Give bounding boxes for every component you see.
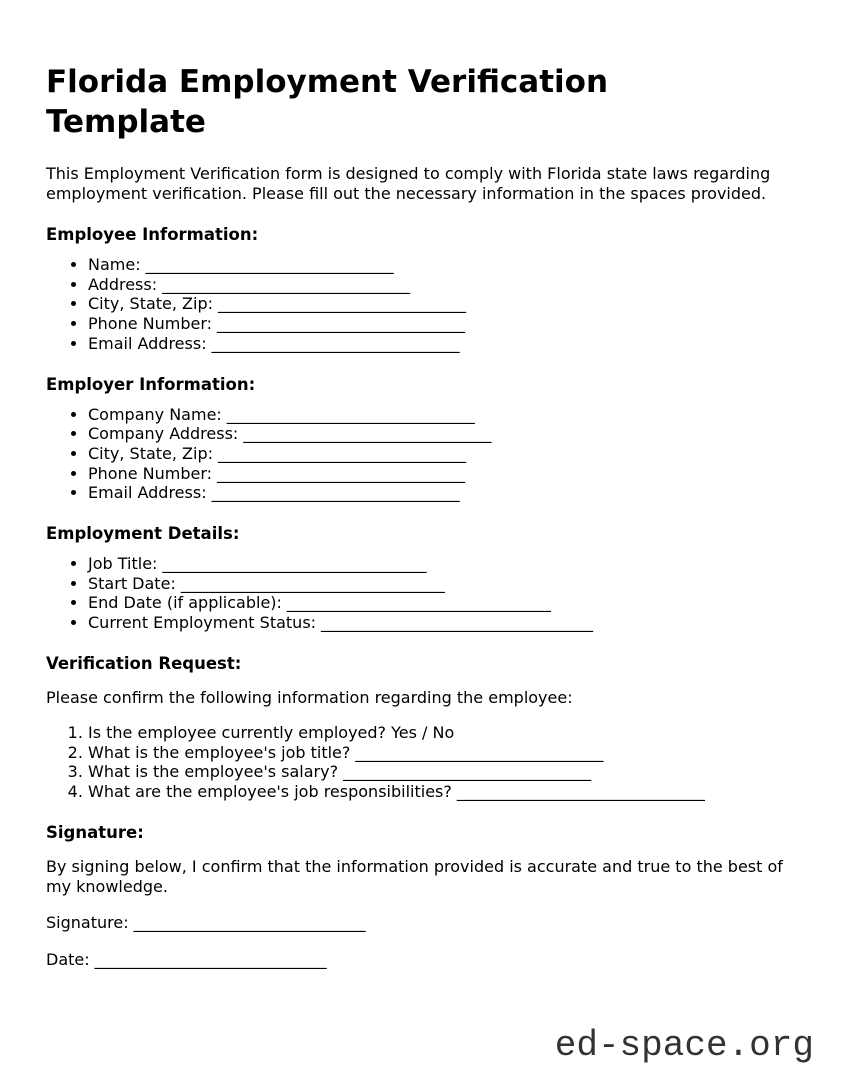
blank-line: _______________________________ xyxy=(456,781,705,801)
blank-line: _______________________________ xyxy=(211,483,460,503)
blank-line: _______________________________ xyxy=(145,255,394,274)
field-label: City, State, Zip: xyxy=(88,294,214,314)
field-label: Email Address: xyxy=(88,333,207,353)
section-heading-employment-details: Employment Details: xyxy=(46,524,240,544)
question-currently-employed xyxy=(88,723,798,743)
field-company-name xyxy=(88,405,798,425)
blank-line: _________________________________ xyxy=(162,554,427,574)
field-label: Phone Number: xyxy=(88,314,213,334)
blank-line: _______________________________ xyxy=(218,443,467,463)
watermark-ed-space-org: ed-space.org xyxy=(554,1025,814,1066)
field-label: Job Title: xyxy=(88,554,158,574)
field-label: Current Employment Status: xyxy=(88,613,317,633)
blank-line: _________________________________ xyxy=(180,573,445,593)
signature-line-row xyxy=(46,913,798,933)
field-start-date xyxy=(88,574,798,594)
question-label: Is the employee currently employed? Yes / No xyxy=(88,722,455,742)
section-heading-signature: Signature: xyxy=(46,822,144,842)
employment-details-list xyxy=(46,554,798,633)
field-job-title xyxy=(88,554,798,574)
field-label: Phone Number: xyxy=(88,463,213,483)
document-title: Florida Employment Verification Template xyxy=(46,64,609,140)
employer-information-list xyxy=(46,405,798,504)
field-employee-address xyxy=(88,275,798,295)
verification-questions-list xyxy=(46,723,798,802)
field-label: End Date (if applicable): xyxy=(88,593,282,613)
employee-information-list xyxy=(46,255,798,354)
field-end-date xyxy=(88,593,798,613)
signature-statement: By signing below, I confirm that the information provided is accurate and true to the best of my knowledge. xyxy=(46,856,783,896)
date-blank-line: _____________________________ xyxy=(94,949,327,969)
date-label: Date: xyxy=(46,949,90,969)
field-employer-phone-number xyxy=(88,464,798,484)
section-heading-employer-information: Employer Information: xyxy=(46,374,256,394)
field-label: Company Name: xyxy=(88,404,222,424)
section-heading-verification-request: Verification Request: xyxy=(46,653,242,673)
field-label: Name: xyxy=(88,255,141,274)
field-employer-city-state-zip xyxy=(88,444,798,464)
blank-line: _______________________________ xyxy=(217,463,466,483)
field-label: Address: xyxy=(88,274,158,294)
question-job-responsibilities xyxy=(88,782,798,802)
intro-paragraph: This Employment Verification form is designed to comply with Florida state laws regarding employment verification. Please fill out the necessary information in the spaces provided. xyxy=(46,164,771,203)
question-label: What is the employee's job title? xyxy=(88,742,351,762)
blank-line: _______________________________ xyxy=(211,333,460,353)
signature-blank-line: _____________________________ xyxy=(133,912,366,932)
blank-line: __________________________________ xyxy=(321,613,594,633)
question-salary xyxy=(88,762,798,782)
section-heading-employee-information: Employee Information: xyxy=(46,225,259,244)
blank-line: _______________________________ xyxy=(355,742,604,762)
field-employee-name xyxy=(88,255,798,275)
field-employee-city-state-zip xyxy=(88,294,798,314)
field-employee-phone-number xyxy=(88,314,798,334)
field-label: Email Address: xyxy=(88,483,207,503)
blank-line: _______________________________ xyxy=(217,314,466,334)
signature-label: Signature: xyxy=(46,912,129,932)
question-job-title xyxy=(88,743,798,763)
blank-line: _______________________________ xyxy=(218,294,467,314)
verification-instruction: Please confirm the following information regarding the employee: xyxy=(46,687,573,707)
date-line-row xyxy=(46,950,798,970)
field-company-address xyxy=(88,424,798,444)
question-label: What is the employee's salary? xyxy=(88,762,339,782)
field-employer-email-address xyxy=(88,483,798,503)
field-current-employment-status xyxy=(88,613,798,633)
field-employee-email-address xyxy=(88,334,798,354)
blank-line: _______________________________ xyxy=(343,762,592,782)
question-label: What are the employee's job responsibilities? xyxy=(88,781,452,801)
blank-line: _______________________________ xyxy=(162,274,411,294)
field-label: Start Date: xyxy=(88,573,176,593)
blank-line: _________________________________ xyxy=(286,593,551,613)
blank-line: _______________________________ xyxy=(243,424,492,444)
blank-line: _______________________________ xyxy=(226,404,475,424)
field-label: City, State, Zip: xyxy=(88,443,214,463)
field-label: Company Address: xyxy=(88,424,239,444)
